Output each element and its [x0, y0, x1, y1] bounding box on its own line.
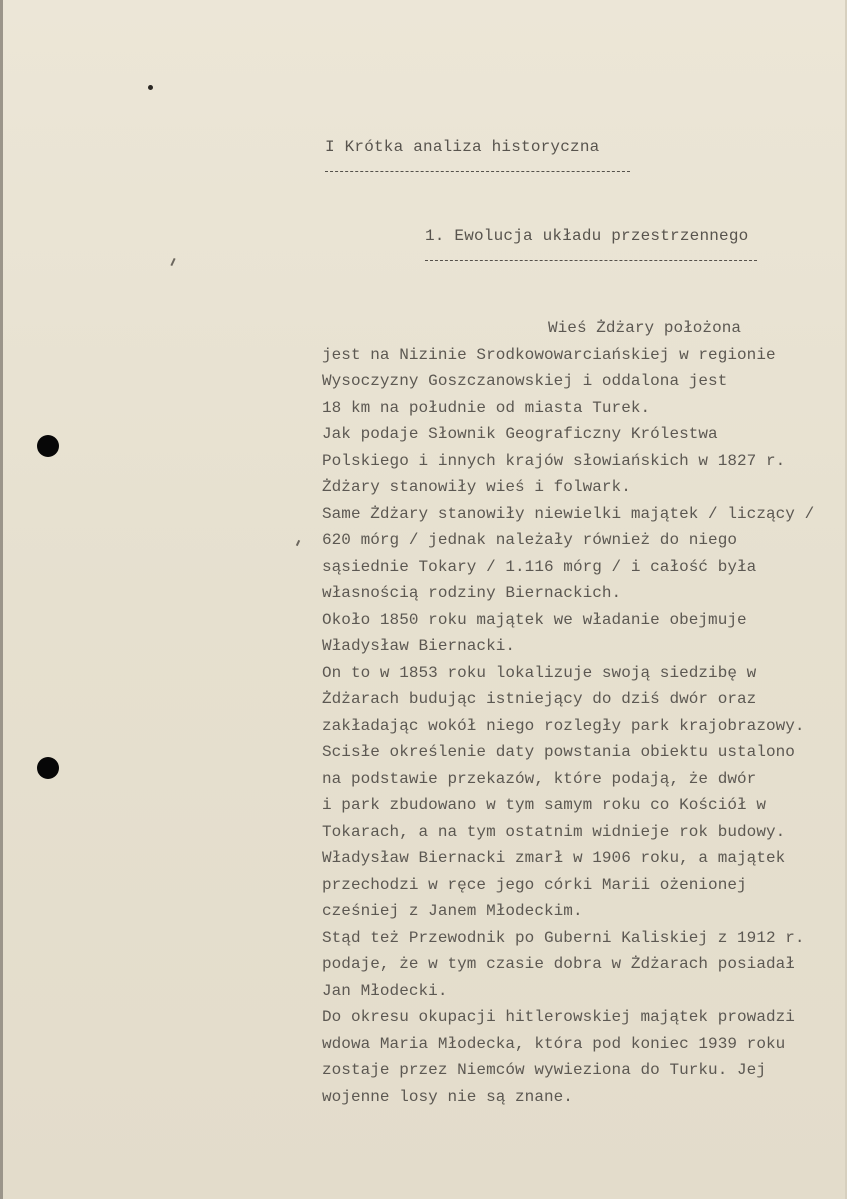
text-line: Polskiego i innych krajów słowiańskich w 1827 r. — [322, 451, 786, 470]
text-line: Tokarach, a na tym ostatnim widnieje rok budowy. — [322, 822, 786, 841]
ink-speck — [148, 85, 153, 90]
text-line: jest na Nizinie Srodkowowarciańskiej w regionie — [322, 345, 776, 364]
ink-mark — [170, 258, 175, 266]
body-text — [322, 315, 842, 1110]
text-line: Żdżarach budując istniejący do dziś dwór oraz — [322, 690, 757, 708]
text-line: Do okresu okupacji hitlerowskiej majątek prowadzi — [322, 1008, 795, 1026]
punch-hole-bottom — [37, 757, 59, 779]
text-line: Władysław Biernacki zmarł w 1906 roku, a majątek — [322, 849, 786, 867]
text-line: sąsiednie Tokary / 1.116 mórg / i całość była — [322, 557, 757, 576]
ink-mark — [296, 540, 300, 546]
text-line: Wysoczyzny Goszczanowskiej i oddalona jest — [322, 372, 728, 390]
subsection-title: 1. Ewolucja układu przestrzennego — [425, 227, 749, 245]
text-line: 18 km na południe od miasta Turek. — [322, 398, 651, 417]
text-line: na podstawie przekazów, które podają, że dwór — [322, 769, 757, 788]
text-line: własnością rodziny Biernackich. — [322, 584, 622, 602]
section-title-underline — [325, 171, 630, 172]
text-line: Jan Młodecki. — [322, 981, 448, 1000]
text-line: Około 1850 roku majątek we władanie obejmuje — [322, 610, 747, 629]
text-line: Scisłe określenie daty powstania obiektu ustalono — [322, 743, 795, 761]
text-line: Jak podaje Słownik Geograficzny Królestwa — [322, 425, 718, 443]
text-line: zakładając wokół niego rozległy park krajobrazowy. — [322, 716, 805, 735]
section-title: I Krótka analiza historyczna — [325, 138, 600, 156]
text-line: Żdżary stanowiły wieś i folwark. — [322, 478, 631, 496]
text-line: przechodzi w ręce jego córki Marii ożenionej — [322, 875, 747, 894]
page-left-edge — [0, 0, 3, 1199]
text-line: Władysław Biernacki. — [322, 637, 516, 655]
text-line: zostaje przez Niemców wywieziona do Turku. Jej — [322, 1061, 766, 1079]
text-line: cześniej z Janem Młodeckim. — [322, 902, 583, 920]
text-line: On to w 1853 roku lokalizuje swoją siedzibę w — [322, 663, 757, 682]
text-line: Stąd też Przewodnik po Guberni Kaliskiej z 1912 r. — [322, 928, 805, 947]
text-line: wojenne losy nie są znane. — [322, 1087, 573, 1106]
text-line: i park zbudowano w tym samym roku co Kościół w — [322, 796, 766, 814]
text-line: 620 mórg / jednak należały również do niego — [322, 531, 738, 549]
punch-hole-top — [37, 435, 59, 457]
text-line: podaje, że w tym czasie dobra w Żdżarach posiadał — [322, 955, 795, 973]
text-line: Same Żdżary stanowiły niewielki majątek / liczący / — [322, 504, 815, 523]
text-line: Wieś Żdżary położona — [548, 319, 742, 337]
text-line: wdowa Maria Młodecka, która pod koniec 1939 roku — [322, 1034, 786, 1053]
subsection-title-underline — [425, 260, 757, 261]
